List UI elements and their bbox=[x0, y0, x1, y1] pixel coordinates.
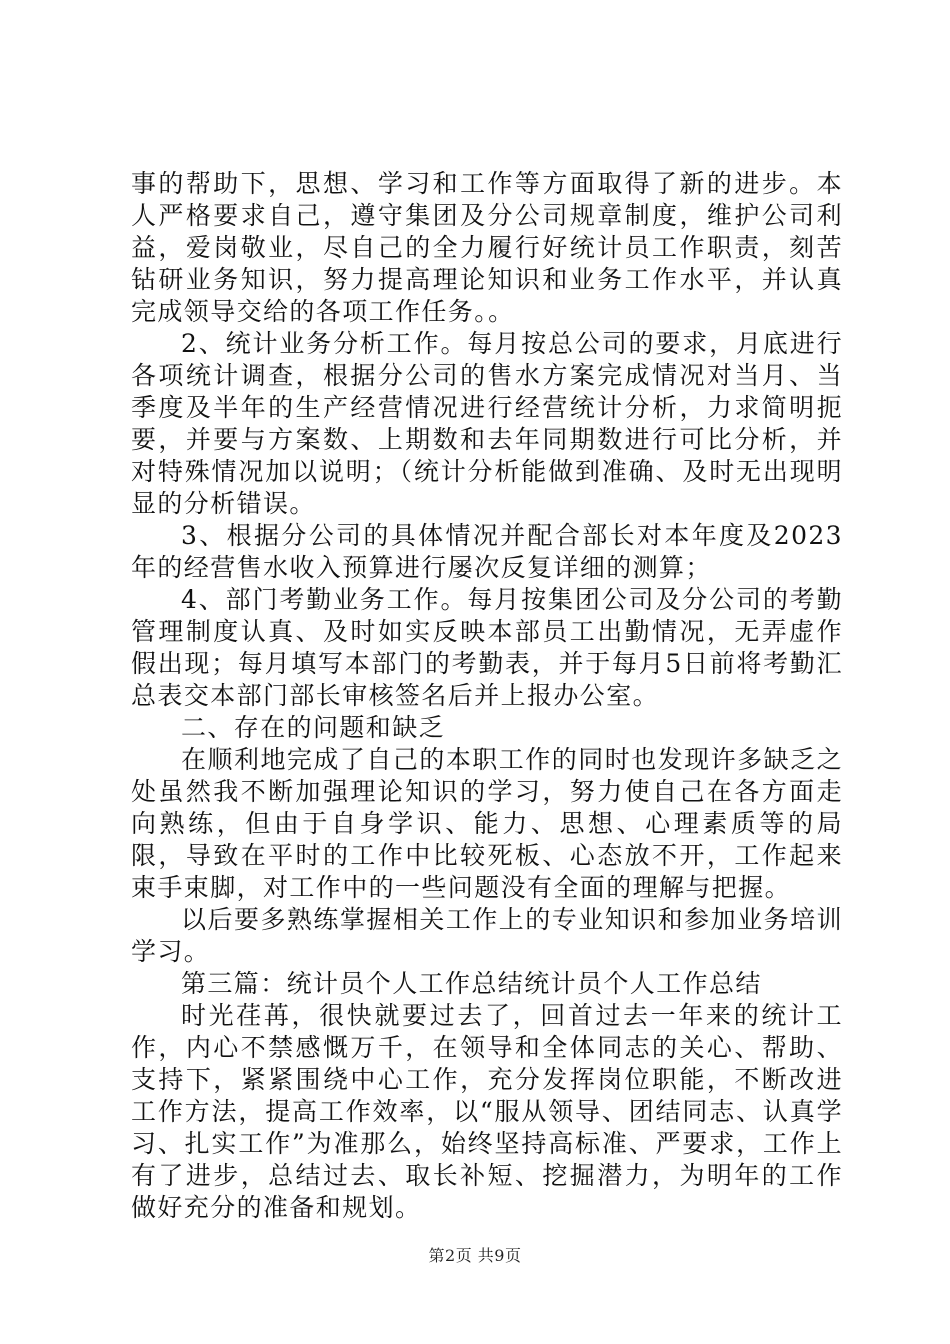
paragraph-item-4: 4、部门考勤业务工作。每月按集团公司及分公司的考勤管理制度认真、及时如实反映本部员工出勤情况，无弄虚作假出现；每月填写本部门的考勤表，并于每月5日前将考勤汇总表交本部门部长审核签名后并上报办公室。 bbox=[131, 585, 843, 710]
section-heading-problems: 二、存在的问题和缺乏 bbox=[181, 713, 446, 742]
paragraph-future: 以后要多熟练掌握相关工作上的专业知识和参加业务培训学习。 bbox=[131, 905, 843, 966]
paragraph-summary: 时光荏苒，很快就要过去了，回首过去一年来的统计工作，内心不禁感慨万千，在领导和全体同志的关心、帮助、支持下，紧紧围绕中心工作，充分发挥岗位职能，不断改进工作方法，提高工作效率，以“服从领导、团结同志、认真学习、扎实工作”为准那么，始终坚持高标准、严要求，工作上有了进步，总结过去、取长补短、挖掘潜力，为明年的工作做好充分的准备和规划。 bbox=[131, 1001, 843, 1222]
paragraph-item-3: 3、根据分公司的具体情况并配合部长对本年度及2023年的经营售水收入预算进行屡次反复详细的测算； bbox=[131, 521, 843, 582]
page-number-footer: 第2页 共9页 bbox=[428, 1246, 522, 1265]
document-body bbox=[131, 168, 843, 1224]
paragraph-continuation: 事的帮助下，思想、学习和工作等方面取得了新的进步。本人严格要求自己，遵守集团及分公司规章制度，维护公司利益，爱岗敬业，尽自己的全力履行好统计员工作职责，刻苦钻研业务知识，努力提高理论知识和业务工作水平，并认真完成领导交给的各项工作任务。。 bbox=[131, 169, 843, 326]
paragraph-item-2: 2、统计业务分析工作。每月按总公司的要求，月底进行各项统计调查，根据分公司的售水方案完成情况对当月、当季度及半年的生产经营情况进行经营统计分析，力求简明扼要，并要与方案数、上期数和去年同期数进行可比分析，并对特殊情况加以说明；（统计分析能做到准确、及时无出现明显的分析错误。 bbox=[131, 329, 843, 518]
section-heading-part-three: 第三篇：统计员个人工作总结统计员个人工作总结 bbox=[181, 969, 762, 998]
paragraph-problems: 在顺利地完成了自己的本职工作的同时也发现许多缺乏之处虽然我不断加强理论知识的学习，努力使自己在各方面走向熟练，但由于自身学识、能力、思想、心理素质等的局限，导致在平时的工作中比较死板、心态放不开，工作起来束手束脚，对工作中的一些问题没有全面的理解与把握。 bbox=[131, 745, 843, 902]
